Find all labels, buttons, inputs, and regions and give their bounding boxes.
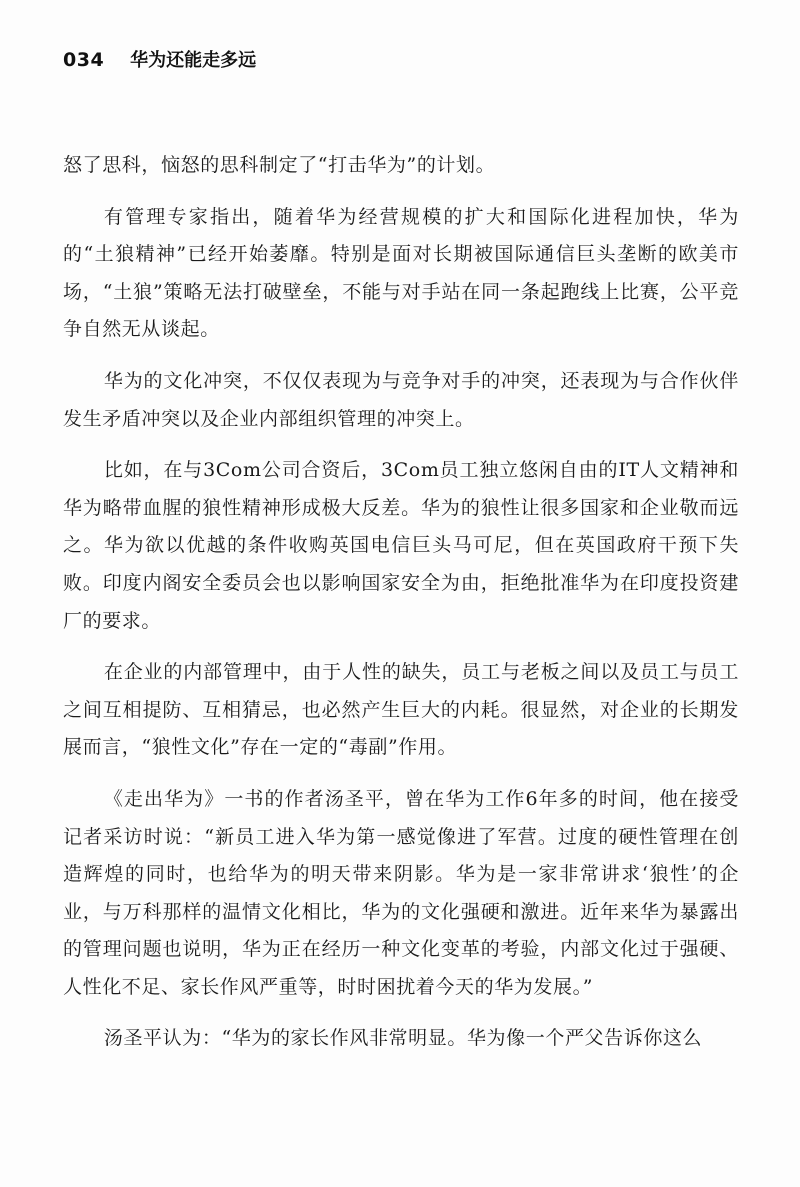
paragraph: 在企业的内部管理中，由于人性的缺失，员工与老板之间以及员工与员工之间互相提防、互相猜忌，也必然产生巨大的内耗。很显然，对企业的长期发展而言，“狼性文化”存在一定的“毒副”作用。 xyxy=(63,661,739,759)
body-text xyxy=(63,147,739,1072)
paragraph: 有管理专家指出，随着华为经营规模的扩大和国际化进程加快，华为的“土狼精神”已经开始萎靡。特别是面对长期被国际通信巨头垄断的欧美市场，“土狼”策略无法打破壁垒，不能与对手站在同一条起跑线上比赛，公平竞争自然无从谈起。 xyxy=(63,205,739,341)
paragraph: 《走出华为》一书的作者汤圣平，曾在华为工作6年多的时间，他在接受记者采访时说：“新员工进入华为第一感觉像进了军营。过度的硬性管理在创造辉煌的同时，也给华为的明天带来阴影。华为是一家非常讲求‘狼性’的企业，与万科那样的温情文化相比，华为的文化强硬和激进。近年来华为暴露出的管理问题也说明，华为正在经历一种文化变革的考验，内部文化过于强硬、人性化不足、家长作风严重等，时时困扰着今天的华为发展。” xyxy=(63,787,739,998)
paragraph: 汤圣平认为：“华为的家长作风非常明显。华为像一个严父告诉你这么 xyxy=(103,1027,703,1050)
page-number: 034 xyxy=(63,49,105,71)
paragraph: 比如，在与3Com公司合资后，3Com员工独立悠闲自由的IT人文精神和华为略带血腥的狼性精神形成极大反差。华为的狼性让很多国家和企业敬而远之。华为欲以优越的条件收购英国电信巨头马可尼，但在英国政府干预下失败。印度内阁安全委员会也以影响国家安全为由，拒绝批准华为在印度投资建厂的要求。 xyxy=(63,459,739,632)
running-header xyxy=(63,46,256,76)
book-title: 华为还能走多远 xyxy=(130,50,257,71)
paragraph: 华为的文化冲突，不仅仅表现为与竞争对手的冲突，还表现为与合作伙伴发生矛盾冲突以及企业内部组织管理的冲突上。 xyxy=(63,369,739,430)
paragraph-continuation: 怒了思科，恼怒的思科制定了“打击华为”的计划。 xyxy=(63,154,496,176)
